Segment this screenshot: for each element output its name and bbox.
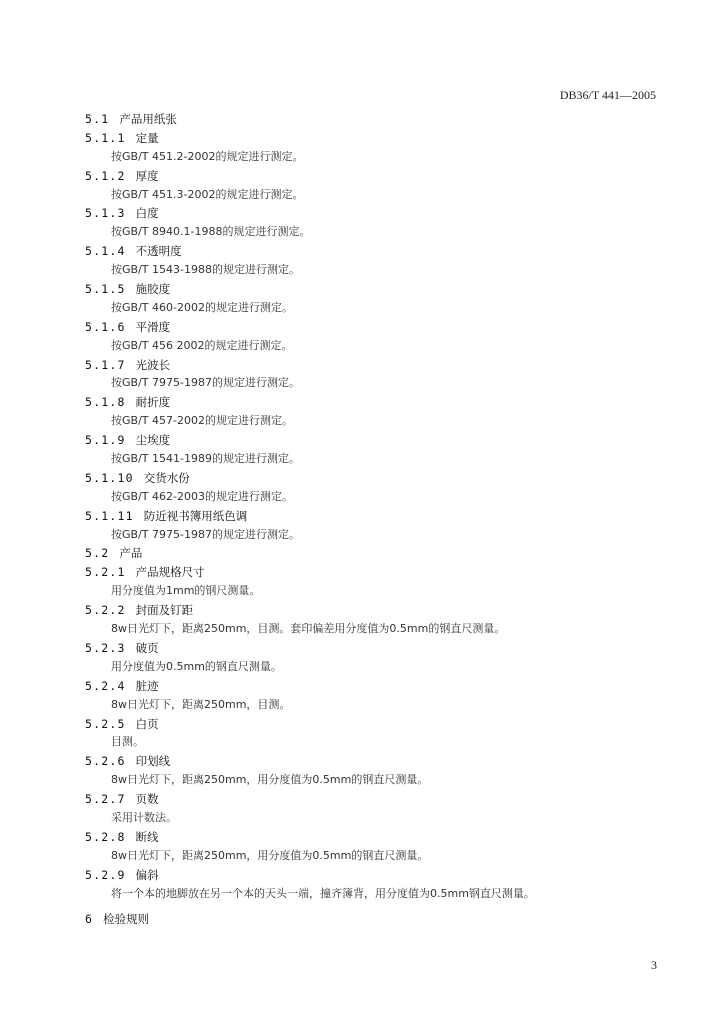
- section-heading: 5.1.11 防近视书簿用纸色调: [85, 508, 248, 523]
- section-heading: 5.1.10 交货水份: [85, 470, 190, 485]
- section-body: 8w日光灯下，距离250mm，用分度值为0.5mm的钢直尺测量。: [111, 848, 429, 862]
- section-body: 8w日光灯下，距离250mm，目测。套印偏差用分度值为0.5mm的钢直尺测量。: [111, 622, 506, 636]
- section-body: 用分度值为1mm的钢尺测量。: [111, 584, 261, 598]
- section-heading: 5.2.6 印划线: [85, 754, 171, 769]
- section-body: 按GB/T 7975-1987的规定进行测定。: [111, 376, 300, 390]
- spacer: [85, 903, 665, 910]
- section-body: 用分度值为0.5mm的钢直尺测量。: [111, 659, 282, 673]
- section-heading: 5.1.2 厚度: [85, 168, 159, 183]
- section-heading: 5.1 产品用纸张: [85, 112, 177, 126]
- section-body: 8w日光灯下，距离250mm，用分度值为0.5mm的钢直尺测量。: [111, 773, 429, 787]
- section-body: 目测。: [111, 735, 144, 749]
- section-heading: 5.2.3 破页: [85, 640, 159, 655]
- section-body: 8w日光灯下，距离250mm，目测。: [111, 697, 291, 711]
- document-body: [85, 110, 665, 929]
- section-body: 按GB/T 457-2002的规定进行测定。: [111, 414, 293, 428]
- section-body: 将一个本的地脚放在另一个本的天头一端，撞齐簿背，用分度值为0.5mm钢直尺测量。: [111, 886, 535, 900]
- section-heading: 5.1.8 耐折度: [85, 395, 171, 410]
- section-heading: 5.2.5 白页: [85, 716, 159, 731]
- section-heading: 5.1.1 定量: [85, 130, 159, 145]
- section-heading: 5.2.1 产品规格尺寸: [85, 565, 205, 580]
- section-body: 按GB/T 1541-1989的规定进行测定。: [111, 452, 300, 466]
- section-body: 采用计数法。: [111, 810, 177, 824]
- section-body: 按GB/T 8940.1-1988的规定进行测定。: [111, 225, 311, 239]
- document-code: DB36/T 441—2005: [559, 88, 656, 102]
- chapter-heading: 6 检验规则: [85, 912, 150, 927]
- section-heading: 5.2.2 封面及钉距: [85, 603, 194, 618]
- section-heading: 5.1.5 施胶度: [85, 282, 171, 297]
- section-heading: 5.1.7 光波长: [85, 357, 171, 372]
- section-heading: 5.1.4 不透明度: [85, 244, 182, 259]
- section-body: 按GB/T 462-2003的规定进行测定。: [111, 489, 293, 503]
- section-heading: 5.2.8 断线: [85, 829, 159, 844]
- section-body: 按GB/T 451.2-2002的规定进行测定。: [111, 149, 304, 163]
- section-heading: 5.1.3 白度: [85, 206, 159, 221]
- section-body: 按GB/T 456 2002的规定进行测定。: [111, 338, 293, 352]
- section-body: 按GB/T 1543-1988的规定进行测定。: [111, 263, 300, 277]
- section-heading: 5.2 产品: [85, 546, 143, 561]
- section-heading: 5.2.9 偏斜: [85, 867, 159, 882]
- section-body: 按GB/T 460-2002的规定进行测定。: [111, 300, 293, 314]
- section-heading: 5.2.7 页数: [85, 792, 159, 807]
- section-heading: 5.1.6 平滑度: [85, 319, 171, 334]
- section-body: 按GB/T 7975-1987的规定进行测定。: [111, 527, 300, 541]
- section-body: 按GB/T 451.3-2002的规定进行测定。: [111, 187, 304, 201]
- page-number: 3: [651, 958, 657, 972]
- section-heading: 5.1.9 尘埃度: [85, 433, 171, 448]
- section-heading: 5.2.4 脏迹: [85, 678, 159, 693]
